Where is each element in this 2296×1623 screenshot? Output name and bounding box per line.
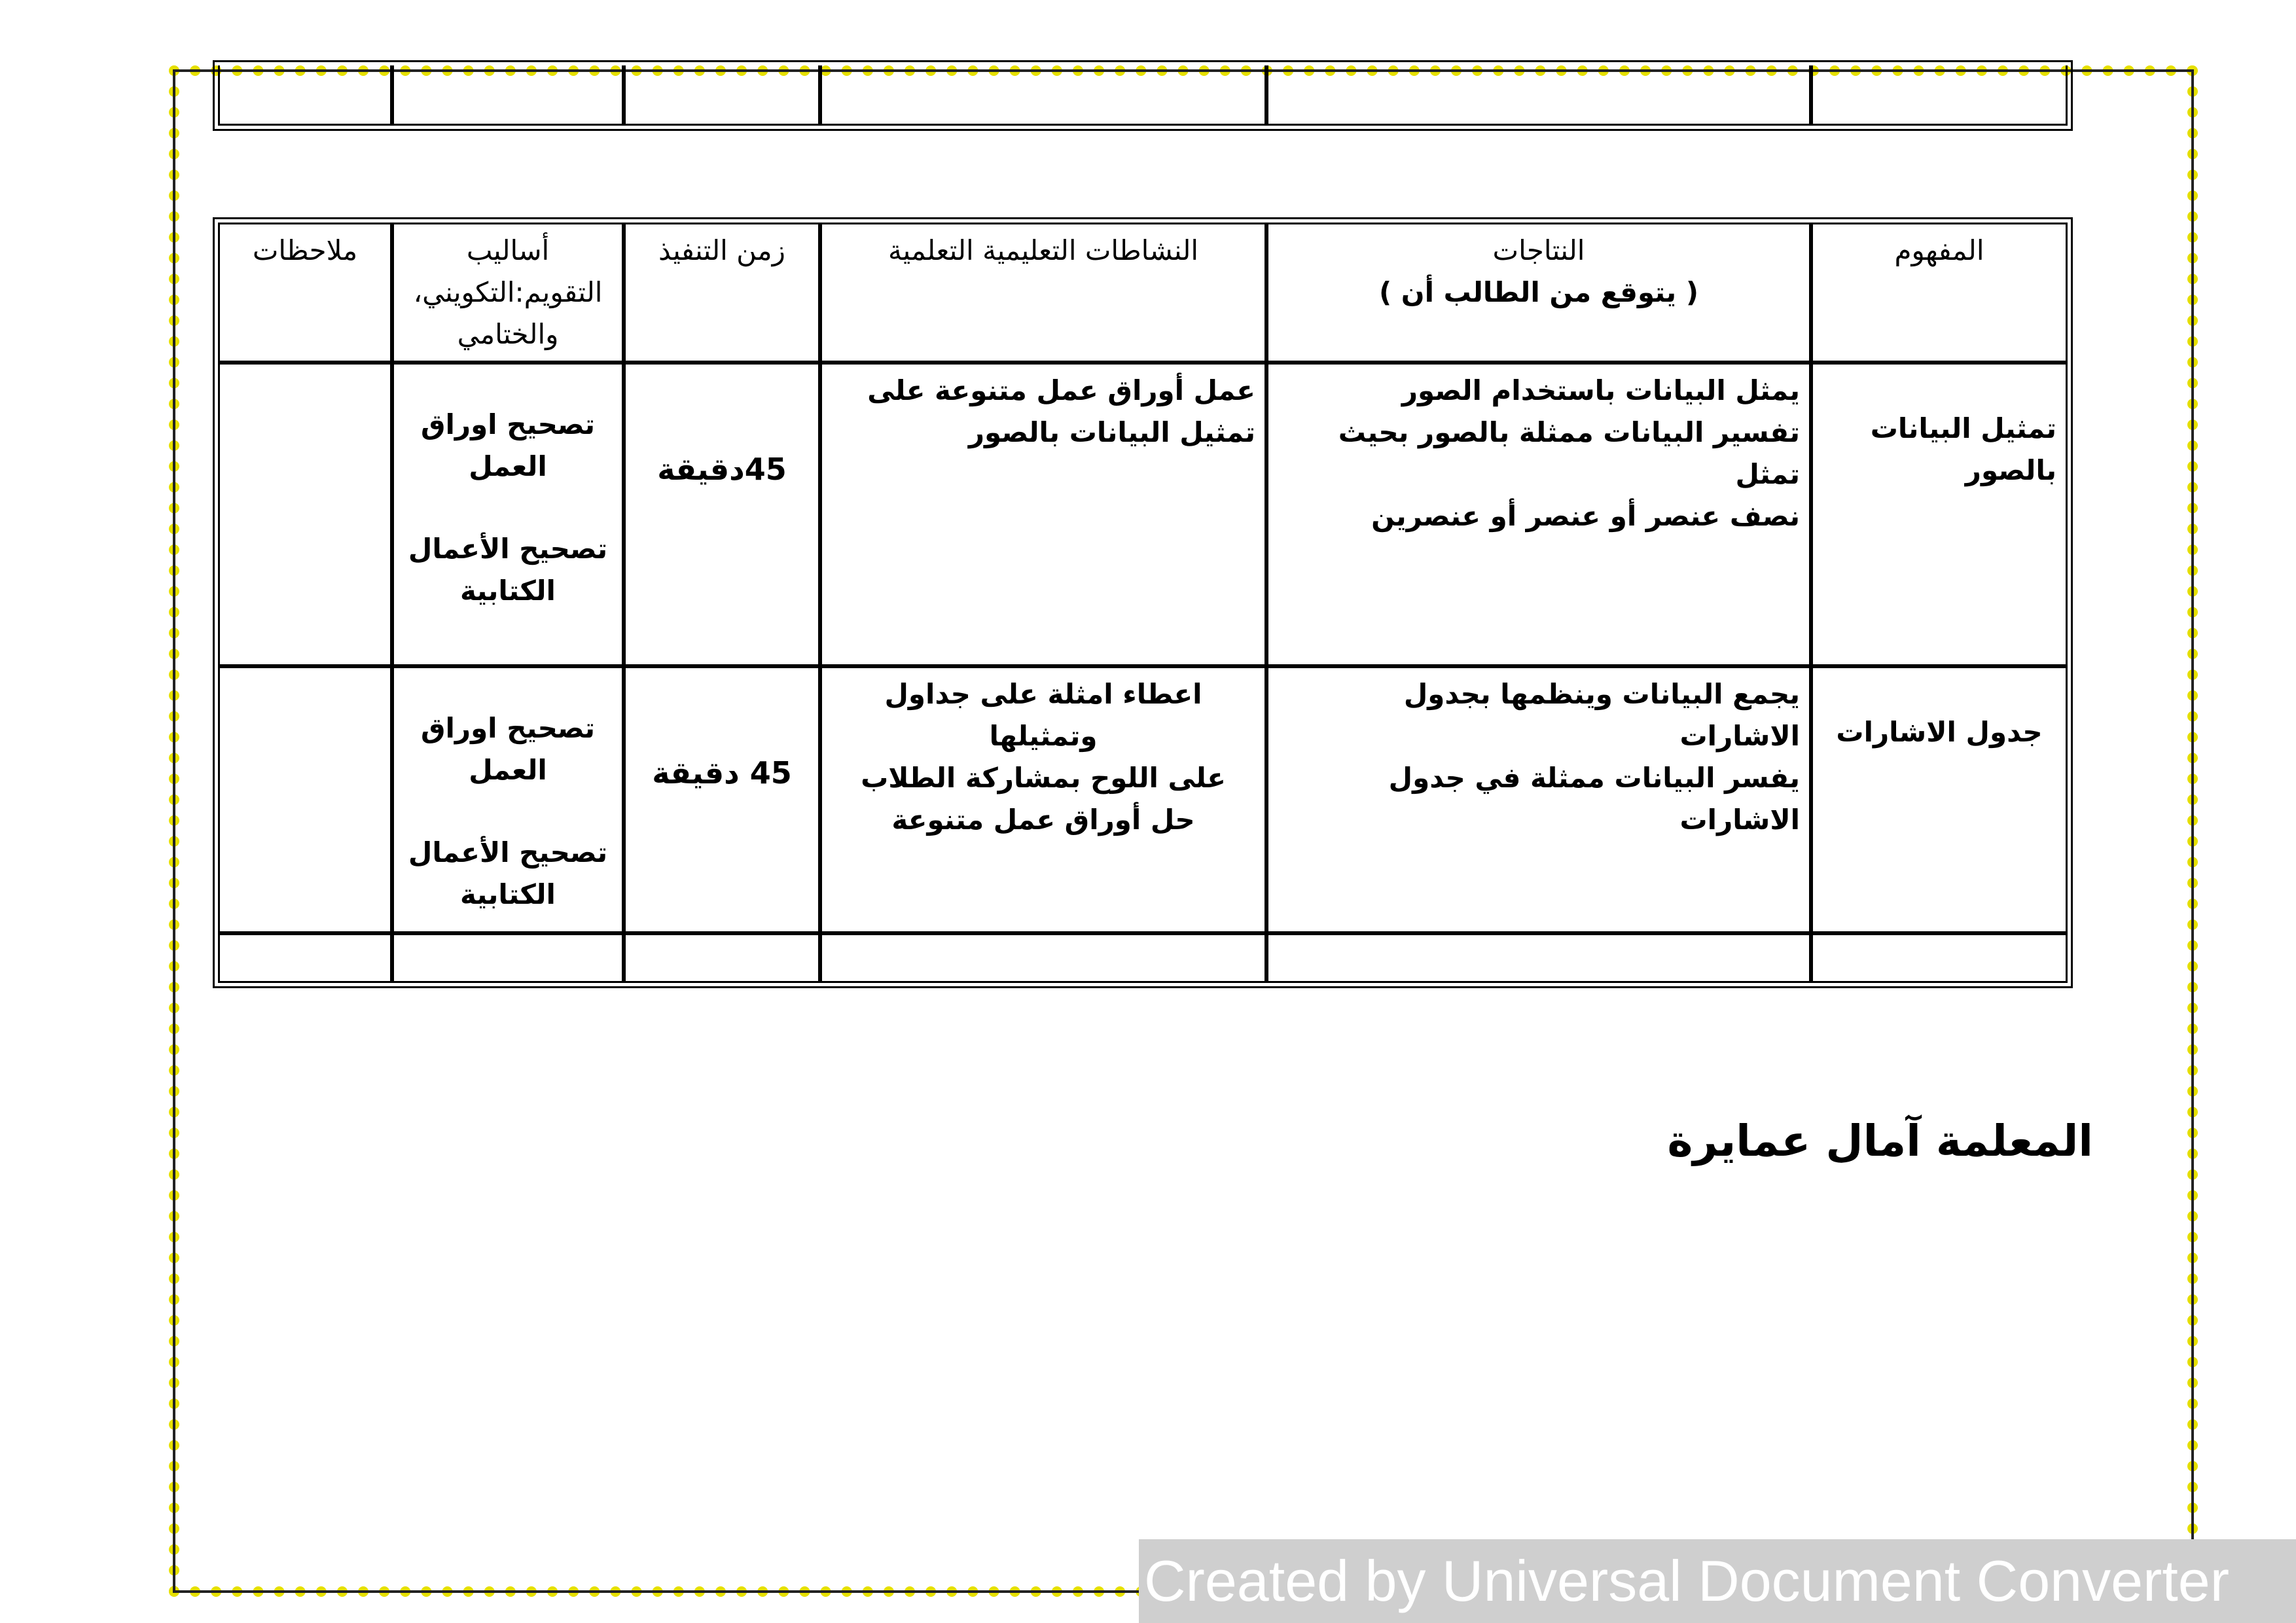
table-cell (1266, 65, 1811, 126)
time-cell (624, 666, 820, 933)
time-text: 45دقيقة (657, 452, 787, 487)
activity-text: اعطاء امثلة على جداول وتمثيلها (884, 678, 1202, 752)
header-activities (820, 223, 1266, 363)
header-concept (1811, 223, 2068, 363)
previous-table-fragment (218, 65, 2068, 126)
outcome-text: تفسير البيانات ممثلة بالصور بحيث تمثل (1338, 416, 1800, 490)
activity-text: حل أوراق عمل متنوعة (891, 804, 1195, 836)
concept-cell (1811, 666, 2068, 933)
empty-cell (392, 933, 624, 983)
converter-watermark: Created by Universal Document Converter (1139, 1539, 2296, 1623)
table-row (218, 933, 2068, 983)
table-cell (624, 65, 820, 126)
header-time-label: زمن التنفيذ (658, 234, 785, 266)
notes-cell (218, 666, 392, 933)
header-assessment-line: أساليب (466, 234, 550, 266)
assessment-text: تصحيح الأعمال (408, 836, 608, 868)
header-time (624, 223, 820, 363)
header-outcomes (1266, 223, 1811, 363)
concept-text: تمثيل البيانات (1870, 412, 2056, 444)
assessment-text: الكتابية (460, 575, 556, 607)
table-row (218, 666, 2068, 933)
table-header-row (218, 223, 2068, 363)
table-cell (820, 65, 1266, 126)
outcome-text: نصف عنصر أو عنصر أو عنصرين (1371, 500, 1800, 532)
table-cell (1811, 65, 2068, 126)
assessment-cell (392, 363, 624, 666)
header-assessment (392, 223, 624, 363)
assessment-text: تصحيح الأعمال (408, 533, 608, 565)
header-notes-label: ملاحظات (252, 234, 358, 266)
outcome-text: يمثل البيانات باستخدام الصور (1401, 374, 1800, 406)
lesson-plan-table (218, 223, 2068, 983)
empty-cell (624, 933, 820, 983)
assessment-text: تصحيح اوراق (420, 712, 596, 744)
assessment-text: تصحيح اوراق (420, 408, 596, 440)
header-assessment-line: والختامي (457, 318, 559, 350)
activities-cell (820, 666, 1266, 933)
table-cell (392, 65, 624, 126)
outcomes-cell (1266, 666, 1811, 933)
empty-cell (1811, 933, 2068, 983)
table-row (218, 65, 2068, 126)
table-cell (218, 65, 392, 126)
concept-text: جدول الاشارات (1836, 716, 2043, 748)
outcome-text: يجمع البيانات وينظمها بجدول الاشارات (1403, 678, 1800, 752)
outcomes-cell (1266, 363, 1811, 666)
empty-cell (1266, 933, 1811, 983)
header-assessment-line: التقويم:التكويني، (413, 276, 603, 308)
activity-text: تمثيل البيانات بالصور (968, 416, 1255, 448)
time-text: 45 دقيقة (652, 755, 792, 791)
activities-cell (820, 363, 1266, 666)
table-row (218, 363, 2068, 666)
header-outcomes-label: النتاجات (1492, 234, 1585, 266)
empty-cell (820, 933, 1266, 983)
notes-cell (218, 363, 392, 666)
concept-text: بالصور (1965, 454, 2056, 486)
concept-cell (1811, 363, 2068, 666)
teacher-signature: المعلمة آمال عمايرة (1667, 1116, 2093, 1166)
assessment-cell (392, 666, 624, 933)
header-notes (218, 223, 392, 363)
empty-cell (218, 933, 392, 983)
assessment-text: العمل (469, 754, 547, 786)
outcome-text: يفسر البيانات ممثلة في جدول الاشارات (1388, 762, 1800, 836)
assessment-text: العمل (469, 450, 547, 482)
header-concept-label: المفهوم (1894, 234, 1984, 266)
activity-text: عمل أوراق عمل متنوعة على (867, 374, 1255, 406)
assessment-text: الكتابية (460, 878, 556, 910)
activity-text: على اللوح بمشاركة الطلاب (861, 762, 1226, 794)
header-activities-label: النشاطات التعليمية التعلمية (888, 234, 1199, 266)
time-cell (624, 363, 820, 666)
header-outcomes-subtitle: ( يتوقع من الطالب أن ) (1378, 276, 1699, 308)
